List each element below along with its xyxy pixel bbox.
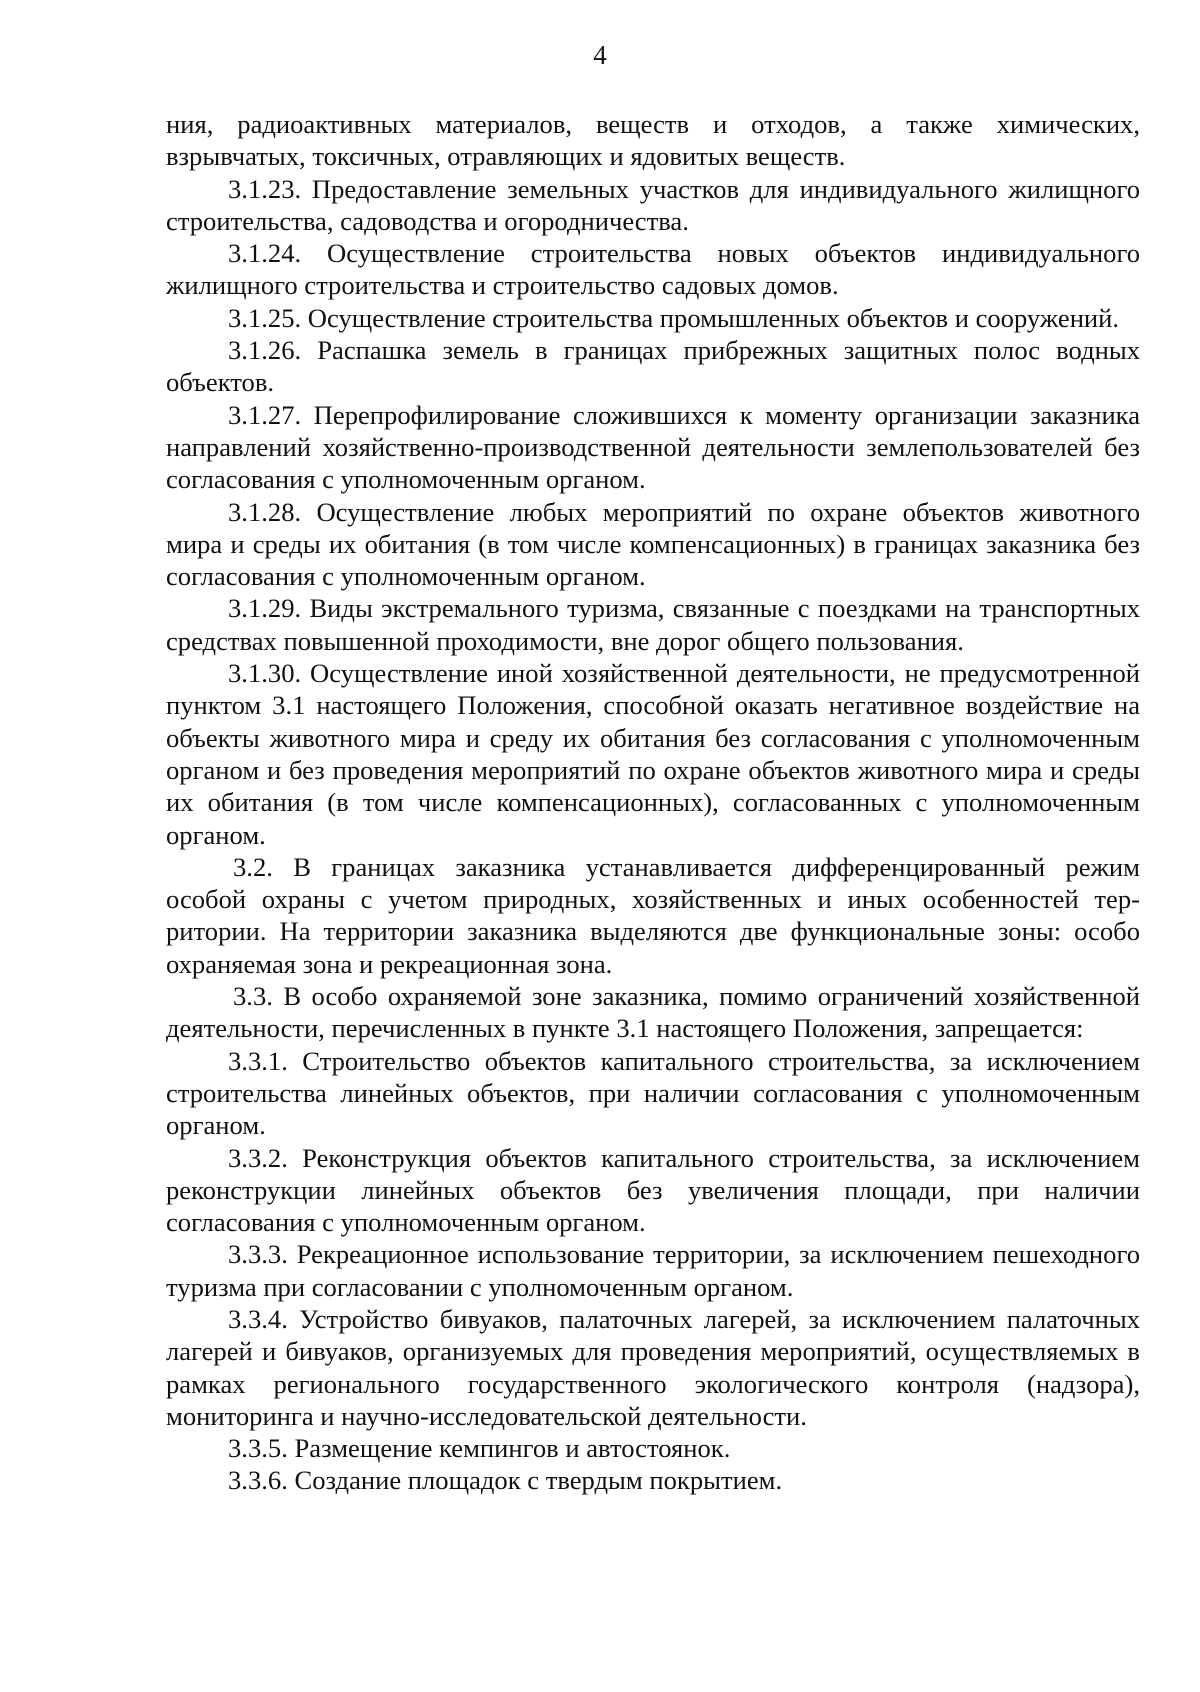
paragraph-3-3-3: 3.3.3. Рекреационное использование территории, за исключением пешеходного туризма при согласовании с уполномоченным органом. <box>166 1239 1140 1302</box>
paragraph-3-1-29: 3.1.29. Виды экстремального туризма, связанные с поездками на транспортных средствах повышенной проходимости, вне дорог общего пользования. <box>166 593 1140 656</box>
paragraph-3-1-23: 3.1.23. Предоставление земельных участков для индивидуального жилищного строительства, садоводства и огородничества. <box>166 173 1140 236</box>
paragraph-3-3-2: 3.3.2. Реконструкция объектов капитального строительства, за исключением реконструкции линейных объектов без увеличения площади, при наличии согласования с уполномоченным органом. <box>166 1142 1140 1238</box>
paragraph-3-1-27: 3.1.27. Перепрофилирование сложившихся к моменту организации заказника направлений хозяйственно-производственной деятельности землепользователей без согласования с уполномоченным органом. <box>166 399 1140 495</box>
paragraph-3-1-24: 3.1.24. Осуществление строительства новых объектов индивидуального жилищного строительства и строительство садовых домов. <box>166 238 1140 301</box>
paragraph-3-1-28: 3.1.28. Осуществление любых мероприятий по охране объектов животного мира и среды их обитания (в том числе компенсационных) в границах заказника без согласования с уполномоченным органом. <box>166 496 1140 592</box>
paragraph-3-2: 3.2. В границах заказника устанавливается дифференцированный режим особой охраны с учетом природных, хозяйственных и иных особенностей территории. На территории заказника выделяются две функциональные зоны: особо охраняемая зона и рекреационная зона. <box>166 851 1140 979</box>
page-number: 4 <box>593 40 607 70</box>
paragraph-3-1-26: 3.1.26. Распашка земель в границах прибрежных защитных полос водных объектов. <box>166 335 1140 398</box>
paragraph-3-1-25: 3.1.25. Осуществление строительства промышленных объектов и сооружений. <box>228 302 1120 333</box>
paragraph-3-3: 3.3. В особо охраняемой зоне заказника, помимо ограничений хозяйственной деятельности, перечисленных в пункте 3.1 настоящего Положения, запрещается: <box>166 981 1140 1044</box>
paragraph-3-3-5: 3.3.5. Размещение кемпингов и автостоянок. <box>228 1433 731 1464</box>
paragraph-3-3-6: 3.3.6. Создание площадок с твердым покрытием. <box>228 1465 783 1496</box>
paragraph-continuation: ния, радиоактивных материалов, веществ и отходов, а также химических, взрывчатых, токсичных, отравляющих и ядовитых веществ. <box>166 109 1140 172</box>
paragraph-3-1-30: 3.1.30. Осуществление иной хозяйственной деятельности, не предусмотренной пунктом 3.1 настоящего Положения, способной оказать негативное воздействие на объекты животного мира и среду их обитания без согласования с уполномоченным органом и без проведения мероприятий по охране объектов животного мира и среды их обитания (в том числе компенсационных), согласованных с уполномоченным органом. <box>166 658 1140 850</box>
paragraph-3-3-4: 3.3.4. Устройство бивуаков, палаточных лагерей, за исключением палаточных лагерей и бивуаков, организуемых для проведения мероприятий, осуществляемых в рамках регионального государственного экологического контроля (надзора), мониторинга и научно-исследовательской деятельности. <box>166 1303 1140 1431</box>
paragraph-3-3-1: 3.3.1. Строительство объектов капитального строительства, за исключением строительства линейных объектов, при наличии согласования с уполномоченным органом. <box>166 1045 1140 1141</box>
document-body <box>166 108 1140 1497</box>
